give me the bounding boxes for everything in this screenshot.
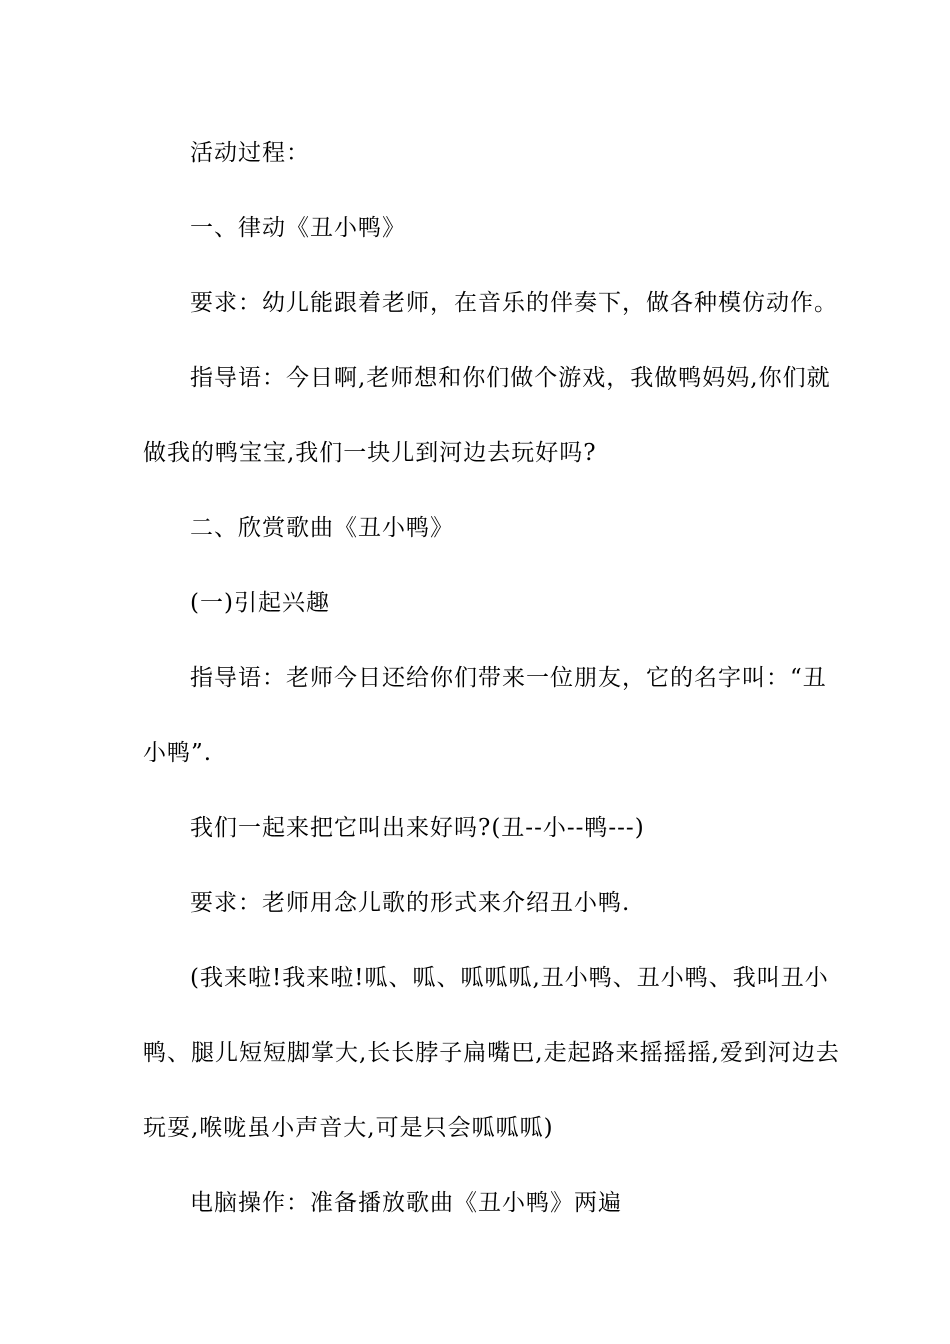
- paragraph-computer-operation: 电脑操作：准备播放歌曲《丑小鸭》两遍: [190, 1190, 622, 1216]
- paragraph-call-duck: 我们一起来把它叫出来好吗?(丑--小--鸭---): [190, 815, 645, 841]
- paragraph-guidance-1: 指导语：今日啊,老师想和你们做个游戏，我做鸭妈妈,你们就: [190, 365, 831, 391]
- paragraph-nursery-rhyme-continued-1: 鸭、腿儿短短脚掌大,长长脖子扁嘴巴,走起路来摇摇摇,爱到河边去: [143, 1040, 840, 1066]
- paragraph-guidance-1-continued: 做我的鸭宝宝,我们一块儿到河边去玩好吗?: [143, 440, 597, 466]
- paragraph-requirement-2: 要求：老师用念儿歌的形式来介绍丑小鸭.: [190, 890, 631, 916]
- section-heading-activity-process: 活动过程：: [190, 140, 310, 166]
- section-heading-song-appreciation: 二、欣赏歌曲《丑小鸭》: [190, 515, 454, 541]
- paragraph-guidance-2: 指导语：老师今日还给你们带来一位朋友，它的名字叫：“丑: [190, 665, 827, 691]
- paragraph-guidance-2-continued: 小鸭”.: [143, 740, 213, 766]
- paragraph-requirement-1: 要求：幼儿能跟着老师，在音乐的伴奏下，做各种模仿动作。: [190, 290, 838, 316]
- subsection-heading-interest: (一)引起兴趣: [190, 590, 330, 616]
- paragraph-nursery-rhyme: (我来啦!我来啦!呱、呱、呱呱呱,丑小鸭、丑小鸭、我叫丑小: [190, 965, 829, 991]
- section-heading-rhythm: 一、律动《丑小鸭》: [190, 215, 406, 241]
- paragraph-nursery-rhyme-continued-2: 玩耍,喉咙虽小声音大,可是只会呱呱呱): [143, 1115, 554, 1141]
